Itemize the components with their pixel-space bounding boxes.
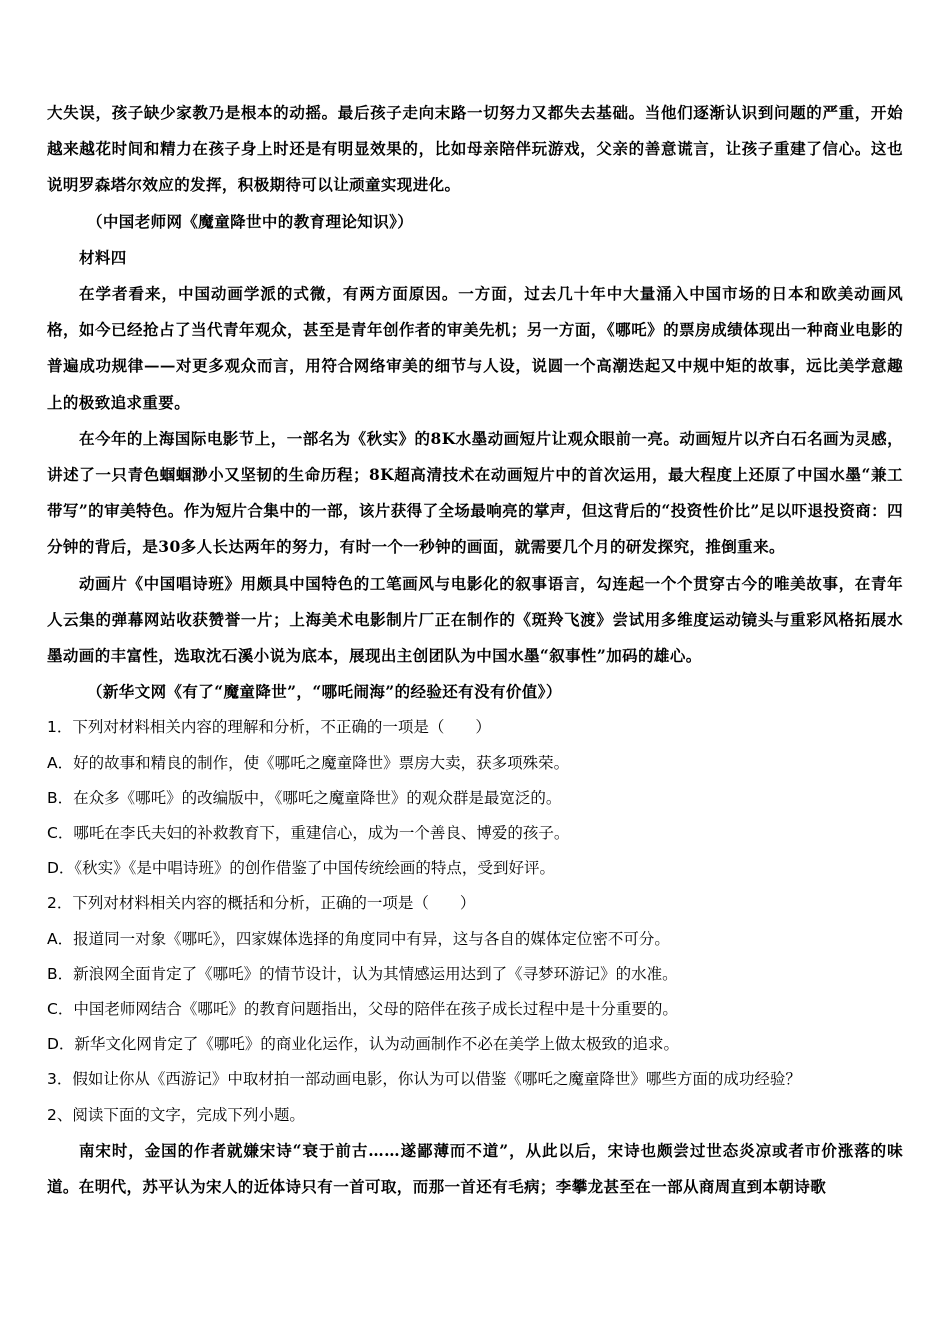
question-1-option-c: C．哪吒在李氏夫妇的补救教育下，重建信心，成为一个善良、博爱的孩子。 [47, 824, 570, 843]
material4-paragraph-1: 在学者看来，中国动画学派的式微，有两方面原因。一方面，过去几十年中大量涌入中国市场的日本和欧美动画风格，如今已经抢占了当代青年观众，甚至是青年创作者的审美先机；另一方面，《哪吒》的票房成绩体现出一种商业电影的普遍成功规律——对更多观众而言，用符合网络审美的细节与人设，说圆一个高潮迭起又中规中矩的故事，远比美学意趣上的极致追求重要。 [47, 284, 903, 412]
material4-paragraph-3: 动画片《中国唱诗班》用颇具中国特色的工笔画风与电影化的叙事语言，勾连起一个个贯穿古今的唯美故事，在青年人云集的弹幕网站收获赞誉一片；上海美术电影制片厂正在制作的《斑羚飞渡》尝试用多维度运动镜头与重彩风格拓展水墨动画的丰富性，选取沈石溪小说为底本，展现出主创团队为中国水墨“叙事性”加码的雄心。 [47, 573, 903, 666]
material3-paragraph-end: 大失误，孩子缺少家教乃是根本的动摇。最后孩子走向末路一切努力又都失去基础。当他们逐渐认识到问题的严重，开始越来越花时间和精力在孩子身上时还是有明显效果的，比如母亲陪伴玩游戏，父亲的善意谎言，让孩子重建了信心。这也说明罗森塔尔效应的发挥，积极期待可以让顽童实现进化。 [47, 103, 903, 195]
question-1-option-a: A．好的故事和精良的制作，使《哪吒之魔童降世》票房大卖，获多项殊荣。 [47, 753, 570, 772]
question-2-stem: 2．下列对材料相关内容的概括和分析，正确的一项是（ ） [47, 894, 476, 913]
material4-paragraph-2: 在今年的上海国际电影节上，一部名为《秋实》的8K水墨动画短片让观众眼前一亮。动画短片以齐白石名画为灵感，讲述了一只青色蝈蝈渺小又坚韧的生命历程；8K超高清技术在动画短片中的首次运用，最大程度上还原了中国水墨“兼工带写”的审美特色。作为短片合集中的一部，该片获得了全场最响亮的掌声，但这背后的“投资性价比”足以吓退投资商：四分钟的背后，是30多人长达两年的努力，有时一个一秒钟的画面，就需要几个月的研发探究，推倒重来。 [47, 428, 903, 557]
question-1-option-d: D．《秋实》《是中唱诗班》的创作借鉴了中国传统绘画的特点，受到好评。 [47, 859, 555, 878]
question-2-option-a: A．报道同一对象《哪吒》，四家媒体选择的角度同中有异，这与各自的媒体定位密不可分。 [47, 929, 670, 948]
question-2-option-c: C．中国老师网结合《哪吒》的教育问题指出，父母的陪伴在孩子成长过程中是十分重要的。 [47, 1000, 678, 1019]
question-1-option-b: B．在众多《哪吒》的改编版中，《哪吒之魔童降世》的观众群是最宽泛的。 [47, 788, 562, 807]
material4-source: （新华文网《有了“魔童降世”，“哪吒闹海”的经验还有没有价值》） [87, 682, 562, 702]
question-1-stem: 1．下列对材料相关内容的理解和分析，不正确的一项是（ ） [47, 718, 491, 737]
section-2-paragraph-start: 南宋时，金国的作者就嫌宋诗“衰于前古……遂鄙薄而不道”，从此以后，宋诗也颇尝过世态炎凉或者市价涨落的味道。在明代，苏平认为宋人的近体诗只有一首可取，而那一首还有毛病；李攀龙甚至在一部从商周直到本朝诗歌 [47, 1140, 903, 1197]
material4-heading: 材料四 [79, 247, 127, 267]
question-3-stem: 3．假如让你从《西游记》中取材拍一部动画电影，你认为可以借鉴《哪吒之魔童降世》哪些方面的成功经验？ [47, 1070, 801, 1089]
section-2-intro: 2、阅读下面的文字，完成下列小题。 [47, 1105, 305, 1124]
question-2-option-d: D．新华文化网肯定了《哪吒》的商业化运作，认为动画制作不必在美学上做太极致的追求。 [47, 1035, 679, 1054]
question-2-option-b: B．新浪网全面肯定了《哪吒》的情节设计，认为其情感运用达到了《寻梦环游记》的水准。 [47, 964, 678, 983]
material3-source: （中国老师网《魔童降世中的教育理论知识》） [87, 211, 414, 231]
document-page [47, 95, 903, 1205]
